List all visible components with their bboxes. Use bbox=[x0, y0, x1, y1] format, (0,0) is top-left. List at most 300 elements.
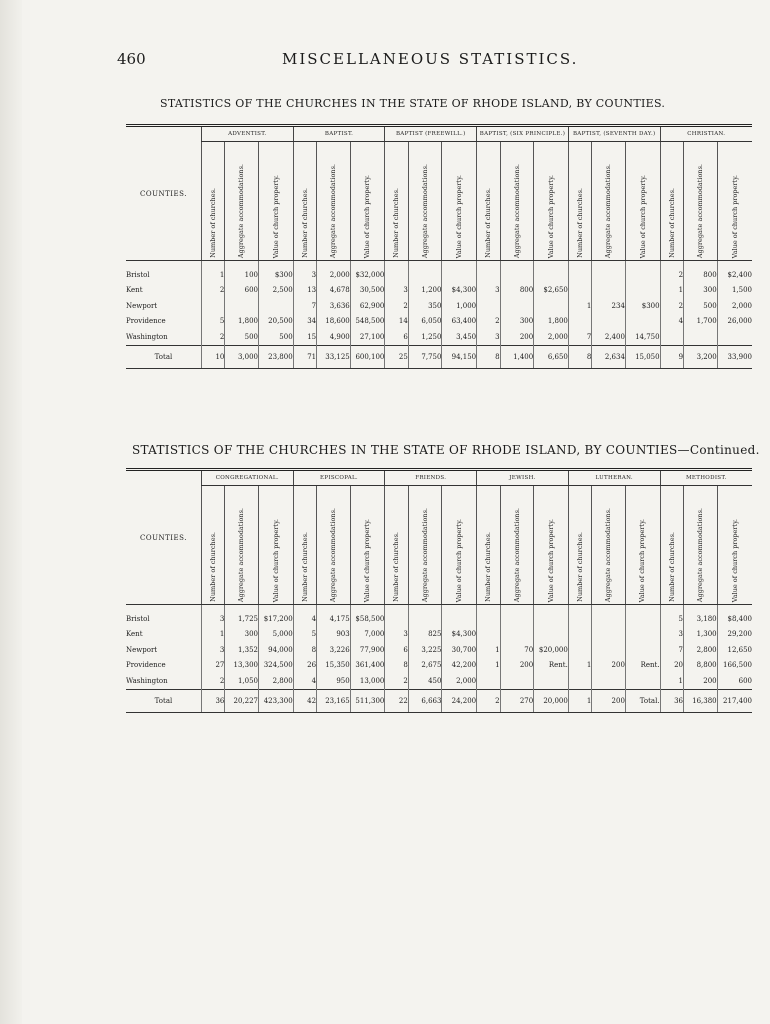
sub-column-header-label: Aggregate accommodations. bbox=[696, 163, 705, 258]
sub-column-header-label: Value of church property. bbox=[271, 518, 280, 602]
total-cell: 3,200 bbox=[684, 345, 718, 368]
table-row bbox=[126, 261, 752, 283]
data-cell: 6 bbox=[385, 642, 408, 658]
sub-column-header-label: Aggregate accommodations. bbox=[604, 507, 613, 602]
sub-column-header-label: Aggregate accommodations. bbox=[420, 507, 429, 602]
data-cell bbox=[568, 673, 591, 689]
data-cell: 2,000 bbox=[534, 329, 569, 345]
data-cell: 3 bbox=[477, 283, 500, 299]
sub-column-header bbox=[592, 142, 626, 261]
data-cell: 13,300 bbox=[225, 658, 259, 674]
sub-column-header-label: Value of church property. bbox=[638, 174, 647, 258]
data-cell bbox=[568, 605, 591, 627]
table-2-title: STATISTICS OF THE CHURCHES IN THE STATE OF RHODE ISLAND, BY COUNTIES—Continued. bbox=[132, 443, 760, 457]
county-name: Kent bbox=[126, 630, 143, 639]
sub-column-header bbox=[201, 142, 224, 261]
table-row bbox=[126, 283, 752, 299]
total-cell: 423,300 bbox=[258, 689, 293, 712]
sub-column-header bbox=[568, 486, 591, 605]
data-cell: 3 bbox=[201, 605, 224, 627]
sub-column-header bbox=[684, 142, 718, 261]
sub-column-header bbox=[625, 142, 660, 261]
data-cell: 800 bbox=[684, 261, 718, 283]
total-label: Total bbox=[126, 689, 201, 712]
sub-column-header bbox=[317, 142, 351, 261]
data-cell: 42,200 bbox=[442, 658, 477, 674]
data-cell: 4 bbox=[293, 605, 316, 627]
sub-column-header bbox=[625, 486, 660, 605]
data-cell: 1,200 bbox=[408, 283, 442, 299]
sub-column-header-label: Value of church property. bbox=[455, 518, 464, 602]
data-cell: 600 bbox=[717, 673, 752, 689]
table-row bbox=[126, 314, 752, 330]
sub-column-header-label: Value of church property. bbox=[363, 174, 372, 258]
data-cell: 13 bbox=[293, 283, 316, 299]
data-cell: $8,400 bbox=[717, 605, 752, 627]
total-cell: 7,750 bbox=[408, 345, 442, 368]
data-cell: $4,300 bbox=[442, 283, 477, 299]
data-cell: 600 bbox=[225, 283, 259, 299]
data-cell: 62,900 bbox=[350, 298, 385, 314]
sub-column-header bbox=[293, 142, 316, 261]
data-cell: 6 bbox=[385, 329, 408, 345]
sub-column-header bbox=[258, 142, 293, 261]
data-cell: 2 bbox=[660, 261, 683, 283]
county-name: Washington bbox=[126, 332, 168, 341]
data-cell: 30,500 bbox=[350, 283, 385, 299]
denomination-header: METHODIST. bbox=[660, 470, 752, 486]
data-cell: 300 bbox=[225, 627, 259, 643]
total-cell: 270 bbox=[500, 689, 534, 712]
total-cell: 33,125 bbox=[317, 345, 351, 368]
sub-column-header-label: Number of churches. bbox=[300, 532, 309, 602]
county-name: Bristol bbox=[126, 614, 150, 623]
sub-column-header-label: Aggregate accommodations. bbox=[604, 163, 613, 258]
data-cell: 3,180 bbox=[684, 605, 718, 627]
data-cell bbox=[684, 329, 718, 345]
sub-column-header bbox=[442, 142, 477, 261]
data-cell: 3,450 bbox=[442, 329, 477, 345]
data-cell: 29,200 bbox=[717, 627, 752, 643]
total-label: Total bbox=[126, 345, 201, 368]
sub-column-header bbox=[225, 486, 259, 605]
data-cell bbox=[592, 283, 626, 299]
data-cell: 4 bbox=[293, 673, 316, 689]
sub-column-header-label: Number of churches. bbox=[392, 532, 401, 602]
sub-column-header bbox=[717, 142, 752, 261]
sub-column-header bbox=[660, 486, 683, 605]
sub-column-header-label: Aggregate accommodations. bbox=[329, 163, 338, 258]
table-2 bbox=[126, 468, 752, 713]
data-cell: 1 bbox=[201, 627, 224, 643]
data-cell bbox=[592, 642, 626, 658]
data-cell: 4,678 bbox=[317, 283, 351, 299]
total-cell: 20,000 bbox=[534, 689, 569, 712]
data-cell: 2,500 bbox=[258, 283, 293, 299]
sub-column-header-label: Number of churches. bbox=[575, 532, 584, 602]
data-cell: 5 bbox=[293, 627, 316, 643]
data-cell: 2 bbox=[201, 329, 224, 345]
data-cell: 3,225 bbox=[408, 642, 442, 658]
data-cell: 2,000 bbox=[317, 261, 351, 283]
data-cell: 8 bbox=[385, 658, 408, 674]
data-cell: 2,400 bbox=[592, 329, 626, 345]
sub-column-header-label: Number of churches. bbox=[208, 532, 217, 602]
data-cell: 70 bbox=[500, 642, 534, 658]
denomination-header: CONGREGATIONAL. bbox=[201, 470, 293, 486]
sub-column-header bbox=[408, 142, 442, 261]
total-cell: 6,650 bbox=[534, 345, 569, 368]
data-cell: 3,636 bbox=[317, 298, 351, 314]
running-head: MISCELLANEOUS STATISTICS. bbox=[282, 50, 579, 68]
sub-column-header bbox=[293, 486, 316, 605]
data-cell bbox=[534, 605, 569, 627]
data-cell bbox=[500, 605, 534, 627]
data-cell: 800 bbox=[500, 283, 534, 299]
data-cell: 4,175 bbox=[317, 605, 351, 627]
table-row bbox=[126, 605, 752, 627]
data-cell: 8,800 bbox=[684, 658, 718, 674]
total-cell: 2,634 bbox=[592, 345, 626, 368]
data-cell: $300 bbox=[625, 298, 660, 314]
denomination-header: LUTHERAN. bbox=[568, 470, 660, 486]
data-cell: 825 bbox=[408, 627, 442, 643]
data-cell: 234 bbox=[592, 298, 626, 314]
sub-column-header bbox=[225, 142, 259, 261]
total-cell: 1 bbox=[568, 689, 591, 712]
data-cell bbox=[500, 627, 534, 643]
sub-column-header-label: Aggregate accommodations. bbox=[329, 507, 338, 602]
data-cell: 12,650 bbox=[717, 642, 752, 658]
data-cell: 1,300 bbox=[684, 627, 718, 643]
sub-column-header-label: Number of churches. bbox=[392, 188, 401, 258]
data-cell: 26 bbox=[293, 658, 316, 674]
data-cell bbox=[625, 314, 660, 330]
data-cell: $20,000 bbox=[534, 642, 569, 658]
data-cell: 1 bbox=[660, 283, 683, 299]
data-cell: 26,000 bbox=[717, 314, 752, 330]
data-cell: 1,700 bbox=[684, 314, 718, 330]
denomination-header: ADVENTIST. bbox=[201, 126, 293, 142]
data-cell: 1 bbox=[201, 261, 224, 283]
data-cell: 63,400 bbox=[442, 314, 477, 330]
data-cell: 3 bbox=[385, 627, 408, 643]
sub-column-header-label: Number of churches. bbox=[667, 188, 676, 258]
data-cell bbox=[625, 283, 660, 299]
sub-column-header-label: Aggregate accommodations. bbox=[512, 163, 521, 258]
sub-column-header-label: Value of church property. bbox=[546, 174, 555, 258]
data-cell: 13,000 bbox=[350, 673, 385, 689]
data-cell bbox=[592, 261, 626, 283]
sub-column-header-label: Number of churches. bbox=[667, 532, 676, 602]
county-column-header: COUNTIES. bbox=[126, 470, 201, 605]
data-cell: 361,400 bbox=[350, 658, 385, 674]
data-cell: 15,350 bbox=[317, 658, 351, 674]
data-cell bbox=[717, 329, 752, 345]
data-cell: 14 bbox=[385, 314, 408, 330]
sub-column-header bbox=[350, 486, 385, 605]
data-cell: 100 bbox=[225, 261, 259, 283]
data-cell: 200 bbox=[500, 658, 534, 674]
sub-column-header bbox=[568, 142, 591, 261]
data-cell: 6,050 bbox=[408, 314, 442, 330]
sub-column-header bbox=[385, 486, 408, 605]
sub-column-header-label: Value of church property. bbox=[638, 518, 647, 602]
sub-column-header-label: Number of churches. bbox=[575, 188, 584, 258]
sub-column-header-label: Number of churches. bbox=[300, 188, 309, 258]
data-cell bbox=[477, 605, 500, 627]
total-cell: 1,400 bbox=[500, 345, 534, 368]
sub-column-header-label: Number of churches. bbox=[484, 188, 493, 258]
sub-column-header-label: Aggregate accommodations. bbox=[512, 507, 521, 602]
total-cell: 9 bbox=[660, 345, 683, 368]
total-row bbox=[126, 689, 752, 712]
data-cell: 1 bbox=[660, 673, 683, 689]
data-cell: 1,250 bbox=[408, 329, 442, 345]
sub-column-header-label: Value of church property. bbox=[363, 518, 372, 602]
total-cell: 23,800 bbox=[258, 345, 293, 368]
data-cell: $58,500 bbox=[350, 605, 385, 627]
data-cell: $2,400 bbox=[717, 261, 752, 283]
sub-column-header-label: Value of church property. bbox=[455, 174, 464, 258]
data-cell bbox=[534, 298, 569, 314]
total-row bbox=[126, 345, 752, 368]
sub-column-header-label: Aggregate accommodations. bbox=[696, 507, 705, 602]
data-cell bbox=[477, 627, 500, 643]
data-cell bbox=[477, 298, 500, 314]
sub-column-header-label: Number of churches. bbox=[208, 188, 217, 258]
data-cell: 1 bbox=[477, 658, 500, 674]
county-name: Newport bbox=[126, 645, 158, 654]
data-cell: $17,200 bbox=[258, 605, 293, 627]
sub-column-header-label: Number of churches. bbox=[484, 532, 493, 602]
data-cell: 5 bbox=[201, 314, 224, 330]
data-cell: 20,500 bbox=[258, 314, 293, 330]
data-cell bbox=[500, 673, 534, 689]
data-cell bbox=[442, 605, 477, 627]
total-cell: 24,200 bbox=[442, 689, 477, 712]
data-cell bbox=[625, 261, 660, 283]
sub-column-header bbox=[408, 486, 442, 605]
data-cell: 1,050 bbox=[225, 673, 259, 689]
data-cell bbox=[225, 298, 259, 314]
total-cell: 20,227 bbox=[225, 689, 259, 712]
table-1-title: STATISTICS OF THE CHURCHES IN THE STATE OF RHODE ISLAND, BY COUNTIES. bbox=[160, 97, 666, 110]
data-cell: $32,000 bbox=[350, 261, 385, 283]
sub-column-header bbox=[534, 486, 569, 605]
data-cell: 500 bbox=[258, 329, 293, 345]
total-cell: 8 bbox=[477, 345, 500, 368]
denomination-header: FRIENDS. bbox=[385, 470, 477, 486]
data-cell bbox=[592, 673, 626, 689]
denomination-header: CHRISTIAN. bbox=[660, 126, 752, 142]
denomination-header: EPISCOPAL. bbox=[293, 470, 385, 486]
data-cell bbox=[258, 298, 293, 314]
sub-column-header bbox=[317, 486, 351, 605]
data-cell: 1 bbox=[568, 298, 591, 314]
sub-column-header bbox=[592, 486, 626, 605]
total-cell: 511,300 bbox=[350, 689, 385, 712]
data-cell: 8 bbox=[293, 642, 316, 658]
data-cell bbox=[500, 261, 534, 283]
sub-column-header-label: Value of church property. bbox=[271, 174, 280, 258]
sub-column-header-label: Aggregate accommodations. bbox=[420, 163, 429, 258]
data-cell: 14,750 bbox=[625, 329, 660, 345]
data-cell: 350 bbox=[408, 298, 442, 314]
total-cell: 217,400 bbox=[717, 689, 752, 712]
total-cell: 94,150 bbox=[442, 345, 477, 368]
data-cell: $300 bbox=[258, 261, 293, 283]
data-cell: 2,000 bbox=[442, 673, 477, 689]
total-cell: 16,380 bbox=[684, 689, 718, 712]
total-cell: 42 bbox=[293, 689, 316, 712]
data-cell: 7 bbox=[568, 329, 591, 345]
sub-column-header bbox=[684, 486, 718, 605]
sub-column-header bbox=[385, 142, 408, 261]
data-cell: 1,000 bbox=[442, 298, 477, 314]
sub-column-header-label: Aggregate accommodations. bbox=[237, 507, 246, 602]
sub-column-header bbox=[717, 486, 752, 605]
county-name: Kent bbox=[126, 286, 143, 295]
sub-column-header bbox=[500, 486, 534, 605]
data-cell bbox=[625, 627, 660, 643]
data-cell: 1 bbox=[568, 658, 591, 674]
data-cell: 450 bbox=[408, 673, 442, 689]
total-cell: 10 bbox=[201, 345, 224, 368]
page-gutter-scan-shadow bbox=[0, 0, 22, 1024]
denomination-header: BAPTIST, (SIX PRINCIPLE.) bbox=[477, 126, 569, 142]
data-cell: 3 bbox=[293, 261, 316, 283]
data-cell: 27,100 bbox=[350, 329, 385, 345]
sub-column-header bbox=[258, 486, 293, 605]
data-cell: 5,000 bbox=[258, 627, 293, 643]
data-cell: 2 bbox=[660, 298, 683, 314]
data-cell: 3,226 bbox=[317, 642, 351, 658]
sub-column-header bbox=[442, 486, 477, 605]
data-cell bbox=[201, 298, 224, 314]
data-cell: 1 bbox=[477, 642, 500, 658]
data-cell bbox=[625, 605, 660, 627]
data-cell bbox=[568, 314, 591, 330]
total-cell: 200 bbox=[592, 689, 626, 712]
total-cell: 15,050 bbox=[625, 345, 660, 368]
data-cell: 2 bbox=[385, 673, 408, 689]
table-row bbox=[126, 642, 752, 658]
total-cell: 22 bbox=[385, 689, 408, 712]
data-cell: 3 bbox=[477, 329, 500, 345]
data-cell bbox=[385, 261, 408, 283]
data-cell: 77,900 bbox=[350, 642, 385, 658]
sub-column-header-label: Value of church property. bbox=[546, 518, 555, 602]
sub-column-header bbox=[500, 142, 534, 261]
data-cell bbox=[568, 642, 591, 658]
data-cell: 2,000 bbox=[717, 298, 752, 314]
data-cell: $2,650 bbox=[534, 283, 569, 299]
data-cell bbox=[568, 283, 591, 299]
data-cell: 20 bbox=[660, 658, 683, 674]
data-cell bbox=[477, 261, 500, 283]
county-name: Providence bbox=[126, 661, 166, 670]
data-cell: 1,500 bbox=[717, 283, 752, 299]
data-cell: 2,675 bbox=[408, 658, 442, 674]
data-cell bbox=[534, 627, 569, 643]
data-cell: 324,500 bbox=[258, 658, 293, 674]
sub-column-header bbox=[660, 142, 683, 261]
data-cell bbox=[477, 673, 500, 689]
total-cell: 23,165 bbox=[317, 689, 351, 712]
total-cell: 600,100 bbox=[350, 345, 385, 368]
data-cell: 15 bbox=[293, 329, 316, 345]
table-row bbox=[126, 627, 752, 643]
data-cell bbox=[385, 605, 408, 627]
data-cell: 18,600 bbox=[317, 314, 351, 330]
sub-column-header bbox=[201, 486, 224, 605]
sub-column-header bbox=[534, 142, 569, 261]
data-cell: 2,800 bbox=[258, 673, 293, 689]
data-cell: 94,000 bbox=[258, 642, 293, 658]
data-cell: 1,725 bbox=[225, 605, 259, 627]
data-cell: 500 bbox=[225, 329, 259, 345]
data-cell: 4,900 bbox=[317, 329, 351, 345]
data-cell: 3 bbox=[660, 627, 683, 643]
data-cell: 2 bbox=[477, 314, 500, 330]
sub-column-header bbox=[477, 486, 500, 605]
sub-column-header-label: Aggregate accommodations. bbox=[237, 163, 246, 258]
total-cell: 6,663 bbox=[408, 689, 442, 712]
data-cell bbox=[408, 261, 442, 283]
data-cell: 7,000 bbox=[350, 627, 385, 643]
table-1 bbox=[126, 124, 752, 369]
data-cell: 1,800 bbox=[534, 314, 569, 330]
data-cell bbox=[568, 261, 591, 283]
data-cell: 200 bbox=[684, 673, 718, 689]
total-cell: 2 bbox=[477, 689, 500, 712]
data-cell: 3 bbox=[385, 283, 408, 299]
data-cell: 2 bbox=[385, 298, 408, 314]
total-cell: 36 bbox=[201, 689, 224, 712]
data-cell bbox=[592, 605, 626, 627]
county-name: Providence bbox=[126, 317, 166, 326]
data-cell: 300 bbox=[500, 314, 534, 330]
data-cell: 903 bbox=[317, 627, 351, 643]
data-cell: 200 bbox=[500, 329, 534, 345]
table-row bbox=[126, 329, 752, 345]
table-row bbox=[126, 673, 752, 689]
total-cell: 36 bbox=[660, 689, 683, 712]
data-cell: 300 bbox=[684, 283, 718, 299]
data-cell: 34 bbox=[293, 314, 316, 330]
county-name: Newport bbox=[126, 301, 158, 310]
total-cell: 33,900 bbox=[717, 345, 752, 368]
sub-column-header-label: Value of church property. bbox=[730, 518, 739, 602]
data-cell bbox=[500, 298, 534, 314]
data-cell bbox=[568, 627, 591, 643]
table-row bbox=[126, 658, 752, 674]
data-cell bbox=[534, 673, 569, 689]
data-cell: 166,500 bbox=[717, 658, 752, 674]
data-cell bbox=[660, 329, 683, 345]
data-cell bbox=[625, 673, 660, 689]
denomination-header: BAPTIST, (SEVENTH DAY.) bbox=[568, 126, 660, 142]
total-cell: 3,000 bbox=[225, 345, 259, 368]
data-cell: Rent. bbox=[534, 658, 569, 674]
total-cell: 25 bbox=[385, 345, 408, 368]
data-cell: 30,700 bbox=[442, 642, 477, 658]
table-row bbox=[126, 298, 752, 314]
data-cell: 548,500 bbox=[350, 314, 385, 330]
sub-column-header bbox=[477, 142, 500, 261]
page-number: 460 bbox=[117, 50, 146, 68]
